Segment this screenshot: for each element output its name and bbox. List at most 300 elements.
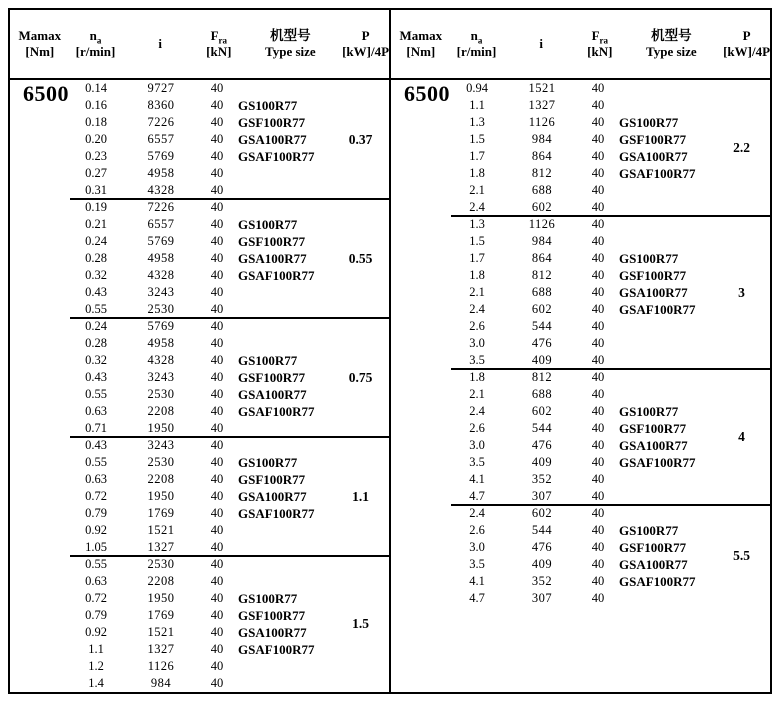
cell-fra: 40 bbox=[591, 149, 605, 163]
cell-type: GSA100R77 bbox=[619, 438, 688, 453]
cell-na: 3.5 bbox=[469, 557, 485, 571]
cell-type: GSAF100R77 bbox=[238, 149, 315, 164]
cell-fra: 40 bbox=[210, 472, 224, 486]
cell-type: GSAF100R77 bbox=[619, 166, 696, 181]
power-blocks bbox=[70, 80, 389, 692]
cell-type bbox=[234, 301, 350, 318]
cell-i: 4328 bbox=[147, 183, 175, 197]
cell-type bbox=[234, 539, 350, 556]
header-type-en: Type size bbox=[646, 44, 697, 59]
cell-type: GSF100R77 bbox=[619, 421, 687, 436]
cell-type: GSAF100R77 bbox=[619, 574, 696, 589]
cell-type: GSA100R77 bbox=[238, 387, 307, 402]
power-block bbox=[70, 199, 389, 318]
cell-type: GSF100R77 bbox=[238, 370, 306, 385]
header-type-en: Type size bbox=[265, 44, 316, 59]
table-row bbox=[451, 80, 770, 97]
header-na-line2: [r/min] bbox=[75, 44, 116, 59]
cell-fra: 40 bbox=[210, 387, 224, 401]
cell-type bbox=[234, 284, 350, 301]
cell-fra: 40 bbox=[591, 217, 605, 231]
table-row bbox=[70, 386, 389, 403]
cell-na: 2.6 bbox=[469, 319, 485, 333]
table-row bbox=[451, 165, 770, 182]
cell-type bbox=[615, 199, 731, 216]
table-row bbox=[70, 403, 389, 420]
power-rating-value: 0.37 bbox=[348, 131, 373, 147]
table-row bbox=[451, 386, 770, 403]
cell-type bbox=[615, 488, 731, 505]
cell-i: 4328 bbox=[147, 353, 175, 367]
cell-na: 1.7 bbox=[469, 149, 485, 163]
cell-i: 812 bbox=[531, 166, 553, 180]
cell-type: GS100R77 bbox=[238, 591, 298, 606]
column-header-row bbox=[10, 10, 389, 80]
cell-i: 1327 bbox=[147, 540, 175, 554]
cell-type: GSAF100R77 bbox=[238, 268, 315, 283]
power-rating-value: 5.5 bbox=[733, 548, 750, 563]
header-na-line2: [r/min] bbox=[456, 44, 497, 59]
column-header-row bbox=[391, 10, 770, 80]
cell-i: 864 bbox=[531, 149, 553, 163]
cell-na: 1.5 bbox=[469, 132, 485, 146]
cell-i: 3243 bbox=[147, 438, 175, 452]
cell-i: 688 bbox=[531, 183, 553, 197]
cell-fra: 40 bbox=[591, 353, 605, 367]
cell-fra: 40 bbox=[591, 455, 605, 469]
cell-na: 0.63 bbox=[85, 404, 107, 418]
table-row bbox=[451, 369, 770, 386]
cell-na: 0.55 bbox=[85, 387, 107, 401]
cell-i: 7226 bbox=[147, 115, 175, 129]
cell-type: GS100R77 bbox=[238, 353, 298, 368]
cell-na: 0.28 bbox=[85, 251, 107, 265]
cell-type bbox=[615, 335, 731, 352]
cell-fra: 40 bbox=[210, 557, 224, 571]
cell-type bbox=[234, 80, 350, 97]
cell-type bbox=[615, 352, 731, 369]
table-row bbox=[451, 267, 770, 284]
header-power-line1: P bbox=[742, 28, 751, 43]
cell-i: 476 bbox=[531, 438, 553, 452]
cell-na: 0.79 bbox=[85, 608, 107, 622]
header-power-line1: P bbox=[361, 28, 370, 43]
cell-fra: 40 bbox=[591, 591, 605, 605]
cell-fra: 40 bbox=[210, 625, 224, 639]
cell-i: 544 bbox=[531, 421, 553, 435]
cell-i: 409 bbox=[531, 353, 553, 367]
cell-i: 4958 bbox=[147, 336, 175, 350]
mamax-value: 6500 bbox=[404, 81, 450, 106]
cell-i: 5769 bbox=[147, 234, 175, 248]
header-na-line1: $n_a$ bbox=[89, 28, 102, 46]
cell-fra: 40 bbox=[210, 183, 224, 197]
cell-fra: 40 bbox=[210, 234, 224, 248]
cell-fra: 40 bbox=[210, 319, 224, 333]
mamax-value: 6500 bbox=[23, 81, 69, 106]
cell-na: 1.4 bbox=[88, 676, 104, 690]
cell-i: 1950 bbox=[147, 421, 175, 435]
power-blocks bbox=[451, 80, 770, 607]
cell-type: GSA100R77 bbox=[619, 149, 688, 164]
cell-fra: 40 bbox=[210, 659, 224, 673]
header-fra-line2: [kN] bbox=[587, 44, 613, 59]
table-row bbox=[70, 97, 389, 114]
table-row bbox=[70, 675, 389, 692]
cell-fra: 40 bbox=[210, 336, 224, 350]
cell-na: 0.21 bbox=[85, 217, 107, 231]
cell-type: GSA100R77 bbox=[238, 625, 307, 640]
cell-i: 1327 bbox=[528, 98, 556, 112]
cell-na: 0.23 bbox=[85, 149, 107, 163]
cell-na: 2.1 bbox=[469, 387, 485, 401]
cell-type bbox=[615, 80, 731, 97]
table-row bbox=[451, 488, 770, 505]
cell-na: 3.0 bbox=[469, 336, 485, 350]
cell-type: GS100R77 bbox=[619, 115, 679, 130]
cell-na: 0.63 bbox=[85, 574, 107, 588]
table-row bbox=[70, 556, 389, 573]
table-row bbox=[70, 437, 389, 454]
table-row bbox=[451, 301, 770, 318]
cell-i: 5769 bbox=[147, 149, 175, 163]
table-row bbox=[451, 199, 770, 216]
table-row bbox=[70, 267, 389, 284]
cell-fra: 40 bbox=[210, 132, 224, 146]
cell-na: 0.19 bbox=[85, 200, 107, 214]
header-power-line2: [kW]/4P bbox=[723, 44, 771, 59]
cell-i: 1521 bbox=[147, 625, 175, 639]
cell-na: 3.5 bbox=[469, 455, 485, 469]
cell-fra: 40 bbox=[591, 319, 605, 333]
cell-i: 688 bbox=[531, 285, 553, 299]
cell-fra: 40 bbox=[210, 353, 224, 367]
power-block bbox=[70, 80, 389, 199]
cell-fra: 40 bbox=[210, 438, 224, 452]
table-row bbox=[70, 539, 389, 556]
cell-na: 0.92 bbox=[85, 523, 107, 537]
table-row bbox=[70, 284, 389, 301]
cell-type bbox=[234, 420, 350, 437]
cell-fra: 40 bbox=[210, 574, 224, 588]
cell-na: 0.32 bbox=[85, 268, 107, 282]
cell-na: 0.20 bbox=[85, 132, 107, 146]
cell-fra: 40 bbox=[591, 438, 605, 452]
cell-na: 4.7 bbox=[469, 489, 485, 503]
cell-i: 4958 bbox=[147, 251, 175, 265]
cell-fra: 40 bbox=[591, 200, 605, 214]
cell-type bbox=[615, 505, 731, 522]
cell-fra: 40 bbox=[210, 523, 224, 537]
cell-i: 812 bbox=[531, 370, 553, 384]
cell-type: GSAF100R77 bbox=[238, 642, 315, 657]
left-table-section bbox=[10, 10, 389, 692]
table-row bbox=[451, 505, 770, 522]
cell-na: 0.27 bbox=[85, 166, 107, 180]
header-i bbox=[121, 10, 199, 78]
cell-fra: 40 bbox=[591, 370, 605, 384]
cell-na: 0.92 bbox=[85, 625, 107, 639]
cell-i: 602 bbox=[531, 404, 553, 418]
left-table-body bbox=[10, 80, 389, 692]
cell-fra: 40 bbox=[210, 81, 224, 95]
cell-type bbox=[234, 658, 350, 675]
cell-na: 4.7 bbox=[469, 591, 485, 605]
cell-fra: 40 bbox=[210, 489, 224, 503]
cell-type bbox=[234, 556, 350, 573]
table-row bbox=[70, 216, 389, 233]
cell-fra: 40 bbox=[210, 404, 224, 418]
cell-type bbox=[234, 318, 350, 335]
cell-i: 688 bbox=[531, 387, 553, 401]
cell-type: GSAF100R77 bbox=[619, 302, 696, 317]
table-row bbox=[451, 182, 770, 199]
table-row bbox=[451, 318, 770, 335]
cell-type bbox=[234, 675, 350, 692]
cell-type bbox=[615, 318, 731, 335]
cell-type: GSF100R77 bbox=[619, 540, 687, 555]
cell-i: 2208 bbox=[147, 472, 175, 486]
cell-fra: 40 bbox=[210, 370, 224, 384]
header-i bbox=[502, 10, 580, 78]
cell-na: 0.43 bbox=[85, 285, 107, 299]
cell-type bbox=[615, 233, 731, 250]
cell-i: 307 bbox=[531, 591, 553, 605]
cell-i: 2208 bbox=[147, 404, 175, 418]
power-block bbox=[451, 80, 770, 216]
cell-type: GS100R77 bbox=[238, 217, 298, 232]
table-row bbox=[70, 182, 389, 199]
cell-type bbox=[234, 335, 350, 352]
table-row bbox=[451, 250, 770, 267]
cell-type bbox=[234, 573, 350, 590]
cell-fra: 40 bbox=[591, 268, 605, 282]
cell-type: GSA100R77 bbox=[619, 285, 688, 300]
cell-i: 1769 bbox=[147, 506, 175, 520]
cell-na: 2.1 bbox=[469, 183, 485, 197]
cell-type: GSF100R77 bbox=[238, 608, 306, 623]
table-row bbox=[451, 403, 770, 420]
table-row bbox=[451, 471, 770, 488]
cell-fra: 40 bbox=[210, 166, 224, 180]
cell-type: GSF100R77 bbox=[619, 132, 687, 147]
power-rating-value: 1.1 bbox=[352, 488, 369, 504]
cell-i: 602 bbox=[531, 200, 553, 214]
cell-na: 1.5 bbox=[469, 234, 485, 248]
cell-na: 0.55 bbox=[85, 455, 107, 469]
cell-fra: 40 bbox=[210, 676, 224, 690]
cell-fra: 40 bbox=[591, 132, 605, 146]
cell-i: 352 bbox=[531, 472, 553, 486]
cell-i: 984 bbox=[531, 234, 553, 248]
cell-i: 1521 bbox=[147, 523, 175, 537]
header-type-size bbox=[239, 10, 342, 78]
table-row bbox=[70, 352, 389, 369]
cell-na: 4.1 bbox=[469, 472, 485, 486]
cell-type bbox=[615, 97, 731, 114]
cell-i: 6557 bbox=[147, 217, 175, 231]
cell-na: 0.94 bbox=[466, 81, 488, 95]
cell-na: 1.05 bbox=[85, 540, 107, 554]
cell-fra: 40 bbox=[210, 200, 224, 214]
cell-fra: 40 bbox=[591, 472, 605, 486]
cell-fra: 40 bbox=[591, 336, 605, 350]
cell-na: 0.72 bbox=[85, 489, 107, 503]
right-table-section bbox=[389, 10, 770, 692]
cell-type bbox=[615, 471, 731, 488]
cell-type: GSA100R77 bbox=[619, 557, 688, 572]
header-mamax-line1: Mamax bbox=[18, 28, 62, 43]
cell-i: 4328 bbox=[147, 268, 175, 282]
table-row bbox=[451, 352, 770, 369]
cell-i: 984 bbox=[150, 676, 172, 690]
power-block bbox=[70, 318, 389, 437]
cell-na: 0.43 bbox=[85, 370, 107, 384]
cell-fra: 40 bbox=[210, 642, 224, 656]
table-row bbox=[70, 505, 389, 522]
cell-na: 2.4 bbox=[469, 506, 485, 520]
table-row bbox=[70, 80, 389, 97]
cell-type: GSAF100R77 bbox=[619, 455, 696, 470]
cell-fra: 40 bbox=[210, 251, 224, 265]
cell-i: 2530 bbox=[147, 557, 175, 571]
cell-i: 9727 bbox=[147, 81, 175, 95]
cell-fra: 40 bbox=[591, 234, 605, 248]
cell-type: GSF100R77 bbox=[238, 115, 306, 130]
table-row bbox=[70, 114, 389, 131]
table-row bbox=[70, 420, 389, 437]
cell-na: 0.28 bbox=[85, 336, 107, 350]
header-power-line2: [kW]/4P bbox=[342, 44, 390, 59]
cell-na: 4.1 bbox=[469, 574, 485, 588]
header-type-cn: 机型号 bbox=[651, 28, 692, 43]
cell-i: 1950 bbox=[147, 591, 175, 605]
cell-type bbox=[615, 386, 731, 403]
cell-na: 0.14 bbox=[85, 81, 107, 95]
cell-fra: 40 bbox=[591, 574, 605, 588]
table-row bbox=[451, 233, 770, 250]
cell-type bbox=[234, 165, 350, 182]
cell-i: 602 bbox=[531, 506, 553, 520]
cell-fra: 40 bbox=[210, 268, 224, 282]
right-table-body bbox=[391, 80, 770, 692]
cell-na: 2.4 bbox=[469, 200, 485, 214]
cell-i: 3243 bbox=[147, 285, 175, 299]
header-na bbox=[70, 10, 122, 78]
power-rating-value: 2.2 bbox=[733, 140, 750, 155]
cell-type: GSF100R77 bbox=[238, 234, 306, 249]
header-mamax bbox=[391, 10, 451, 78]
power-rating-value: 1.5 bbox=[352, 616, 369, 631]
cell-i: 602 bbox=[531, 302, 553, 316]
header-mamax bbox=[10, 10, 70, 78]
cell-i: 864 bbox=[531, 251, 553, 265]
cell-type: GS100R77 bbox=[619, 404, 679, 419]
table-row bbox=[451, 97, 770, 114]
cell-fra: 40 bbox=[591, 421, 605, 435]
table-row bbox=[70, 233, 389, 250]
header-i-label: i bbox=[539, 36, 543, 51]
header-na bbox=[451, 10, 503, 78]
cell-na: 0.18 bbox=[85, 115, 107, 129]
cell-type bbox=[615, 369, 731, 386]
table-row bbox=[70, 454, 389, 471]
cell-na: 1.7 bbox=[469, 251, 485, 265]
cell-fra: 40 bbox=[591, 302, 605, 316]
cell-type: GSAF100R77 bbox=[238, 506, 315, 521]
cell-fra: 40 bbox=[210, 591, 224, 605]
cell-type: GSA100R77 bbox=[238, 132, 307, 147]
power-rating-value: 0.55 bbox=[348, 250, 373, 266]
header-fra bbox=[580, 10, 620, 78]
cell-i: 812 bbox=[531, 268, 553, 282]
table-row bbox=[451, 335, 770, 352]
cell-type bbox=[234, 437, 350, 454]
cell-type: GS100R77 bbox=[619, 523, 679, 538]
cell-na: 0.16 bbox=[85, 98, 107, 112]
table-row bbox=[451, 590, 770, 607]
cell-type: GSAF100R77 bbox=[238, 404, 315, 419]
cell-fra: 40 bbox=[591, 251, 605, 265]
cell-type bbox=[615, 590, 731, 607]
cell-fra: 40 bbox=[210, 506, 224, 520]
cell-na: 1.3 bbox=[469, 217, 485, 231]
cell-na: 2.6 bbox=[469, 523, 485, 537]
cell-i: 544 bbox=[531, 523, 553, 537]
cell-i: 7226 bbox=[147, 200, 175, 214]
table-row bbox=[451, 216, 770, 233]
header-type-cn: 机型号 bbox=[270, 28, 311, 43]
table-row bbox=[70, 318, 389, 335]
table-row bbox=[70, 165, 389, 182]
cell-fra: 40 bbox=[210, 115, 224, 129]
cell-i: 2530 bbox=[147, 455, 175, 469]
cell-fra: 40 bbox=[210, 217, 224, 231]
table-row bbox=[70, 641, 389, 658]
cell-fra: 40 bbox=[210, 540, 224, 554]
header-fra-line1: $F_{ra}$ bbox=[591, 28, 609, 46]
cell-i: 409 bbox=[531, 557, 553, 571]
cell-i: 6557 bbox=[147, 132, 175, 146]
cell-na: 3.0 bbox=[469, 540, 485, 554]
table-row bbox=[70, 658, 389, 675]
cell-fra: 40 bbox=[210, 421, 224, 435]
cell-fra: 40 bbox=[591, 489, 605, 503]
cell-type bbox=[234, 522, 350, 539]
cell-na: 0.55 bbox=[85, 557, 107, 571]
cell-fra: 40 bbox=[210, 455, 224, 469]
power-rating-value: 3 bbox=[738, 284, 745, 300]
cell-type: GS100R77 bbox=[238, 98, 298, 113]
header-fra-line1: $F_{ra}$ bbox=[210, 28, 228, 46]
header-power bbox=[342, 10, 389, 78]
cell-na: 1.8 bbox=[469, 268, 485, 282]
table-row bbox=[451, 114, 770, 131]
cell-na: 0.63 bbox=[85, 472, 107, 486]
cell-na: 1.8 bbox=[469, 166, 485, 180]
cell-fra: 40 bbox=[591, 166, 605, 180]
cell-na: 2.4 bbox=[469, 302, 485, 316]
cell-na: 0.71 bbox=[85, 421, 107, 435]
cell-fra: 40 bbox=[591, 506, 605, 520]
table-row bbox=[70, 301, 389, 318]
table-row bbox=[70, 522, 389, 539]
cell-type bbox=[615, 182, 731, 199]
cell-i: 1769 bbox=[147, 608, 175, 622]
cell-na: 1.1 bbox=[469, 98, 485, 112]
cell-na: 3.5 bbox=[469, 353, 485, 367]
cell-fra: 40 bbox=[591, 557, 605, 571]
